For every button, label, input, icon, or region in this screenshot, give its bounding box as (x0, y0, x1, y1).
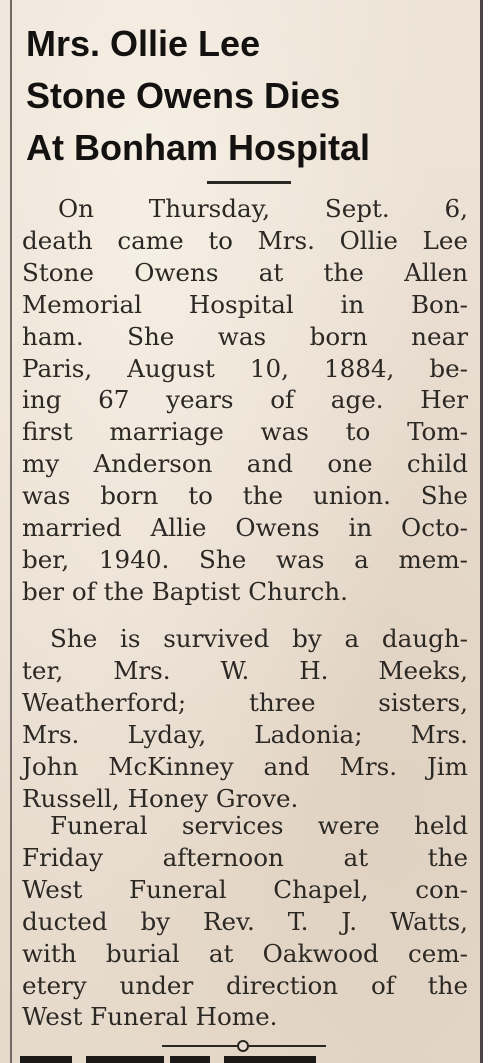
text-line: West Funeral Chapel, con- (22, 874, 468, 904)
text-line: Mrs. Lyday, Ladonia; Mrs. (22, 719, 468, 749)
headline-divider (207, 181, 291, 184)
paragraph-death-notice (22, 193, 468, 608)
headline-line: Mrs. Ollie Lee (26, 23, 261, 64)
cropped-glyph (20, 1056, 72, 1063)
paragraph-survivors (22, 623, 468, 814)
text-line: ber of the Baptist Church. (22, 576, 348, 606)
text-line: ing 67 years of age. Her (22, 385, 468, 415)
text-line: ducted by Rev. T. J. Watts, (22, 906, 468, 936)
text-line: Funeral services were held (50, 811, 468, 840)
text-line: etery under direction of the (22, 970, 468, 1000)
text-line: John McKinney and Mrs. Jim (22, 751, 468, 781)
next-article-headline-cropped (20, 1050, 480, 1063)
text-line: West Funeral Home. (22, 1002, 278, 1032)
text-line: Friday afternoon at the (22, 842, 468, 872)
text-line: Russell, Honey Grove. (22, 783, 299, 813)
headline-line: At Bonham Hospital (26, 127, 371, 168)
clipping-edge (483, 0, 489, 1063)
text-line: Paris, August 10, 1884, be- (22, 353, 468, 383)
text-line: with burial at Oakwood cem- (22, 938, 468, 968)
text-line: my Anderson and one child (22, 449, 468, 479)
text-line: ter, Mrs. W. H. Meeks, (22, 655, 468, 685)
text-line: ham. She was born near (22, 321, 468, 351)
text-line: Stone Owens at the Allen (22, 257, 468, 287)
text-line: first marriage was to Tom- (22, 417, 468, 447)
cropped-glyph (224, 1056, 316, 1063)
text-line: Weatherford; three sisters, (22, 687, 468, 717)
headline (26, 18, 466, 174)
column-rule-left (10, 0, 12, 1063)
text-line: was born to the union. She (22, 481, 468, 511)
text-line: death came to Mrs. Ollie Lee (22, 225, 468, 255)
headline-line: Stone Owens Dies (26, 75, 341, 116)
cropped-glyph (170, 1056, 210, 1063)
text-line: She is survived by a daugh- (50, 624, 468, 653)
text-line: On Thursday, Sept. 6, (58, 194, 468, 223)
paragraph-funeral-services (22, 810, 468, 1033)
text-line: married Allie Owens in Octo- (22, 513, 468, 543)
text-line: ber, 1940. She was a mem- (22, 544, 468, 574)
text-line: Memorial Hospital in Bon- (22, 289, 468, 319)
cropped-glyph (86, 1056, 164, 1063)
